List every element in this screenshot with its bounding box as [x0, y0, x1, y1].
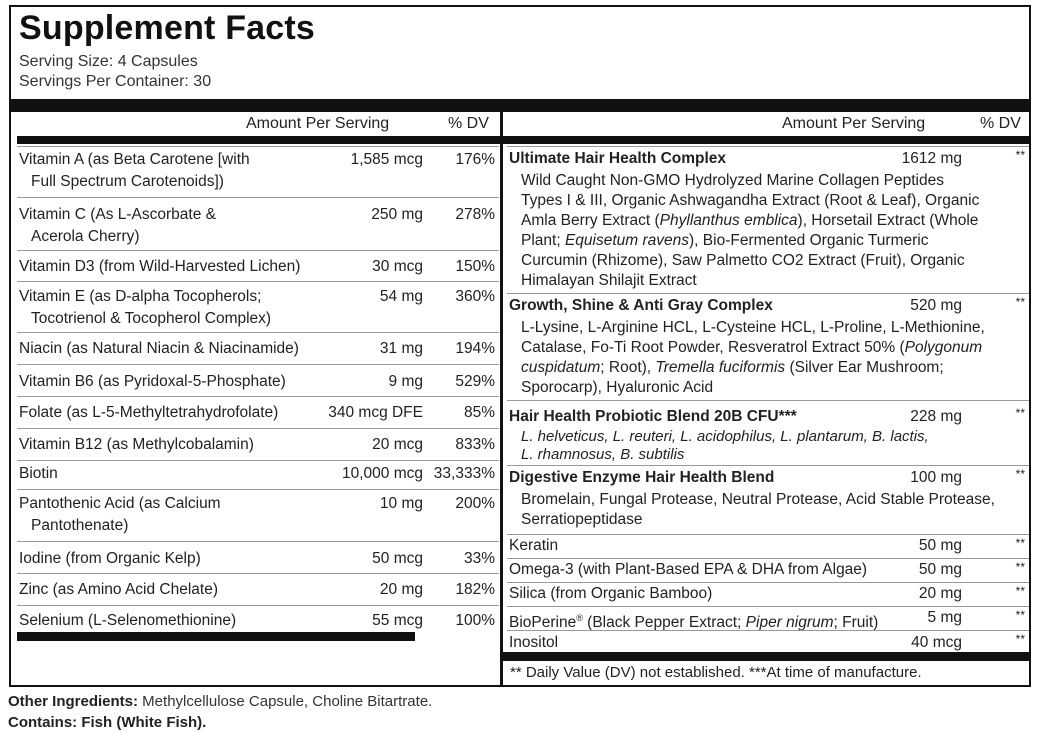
- blend-ingredients-line: Wild Caught Non-GMO Hydrolyzed Marine Collagen Peptides: [521, 172, 944, 189]
- nutrient-name: Vitamin A (as Beta Carotene [with: [19, 151, 250, 168]
- ingredient-name: Keratin: [509, 537, 559, 554]
- nutrient-name: Vitamin D3 (from Wild-Harvested Lichen): [19, 258, 301, 275]
- nutrient-row-zinc: [17, 573, 499, 605]
- nutrient-amount: 9 mg: [388, 373, 423, 390]
- blend-ingredients-line: Himalayan Shilajit Extract: [521, 272, 697, 289]
- ingredient-name: Omega-3 (with Plant-Based EPA & DHA from Algae): [509, 561, 868, 578]
- blend-name: Growth, Shine & Anti Gray Complex: [509, 297, 773, 314]
- ingredient-name: Inositol: [509, 634, 559, 651]
- blend-ingredients-line: L. helveticus, L. reuteri, L. acidophilus, L. plantarum, B. lactis,: [521, 428, 929, 445]
- right-amount-header: Amount Per Serving: [782, 115, 926, 132]
- blend-ingredients-line: cuspidatum; Root), Tremella fuciformis (Silver Ear Mushroom;: [521, 359, 944, 376]
- nutrient-amount: 20 mg: [379, 581, 423, 598]
- ingredient-amount: 5 mg: [927, 609, 962, 626]
- nutrient-amount: 50 mcg: [372, 550, 423, 567]
- nutrient-row-vitamin-c: [17, 197, 499, 250]
- nutrient-amount: 10 mg: [379, 495, 423, 512]
- ingredient-row-keratin: [507, 534, 1029, 558]
- blend-ingredients-line: Curcumin (Rhizome), Saw Palmetto CO2 Extract (Fruit), Organic: [521, 252, 965, 269]
- blend-hair-complex: [507, 146, 1029, 293]
- blend-growth-complex: [507, 293, 1029, 400]
- allergen-contains: Contains: Fish (White Fish).: [8, 714, 207, 731]
- ingredient-amount: 50 mg: [918, 537, 962, 554]
- nutrient-name: Folate (as L-5-Methyltetrahydrofolate): [19, 404, 279, 421]
- blend-digestive-enzyme: [507, 465, 1029, 534]
- right-header-rule: [503, 136, 1029, 144]
- serving-size: Serving Size: 4 Capsules: [19, 53, 198, 70]
- left-dv-header: % DV: [448, 115, 489, 132]
- ingredient-row-omega-3: [507, 558, 1029, 582]
- nutrient-amount: 1,585 mcg: [350, 151, 423, 168]
- supplement-facts-panel: [9, 5, 1031, 687]
- right-dv-header: % DV: [980, 115, 1021, 132]
- nutrient-row-niacin: [17, 332, 499, 364]
- nutrient-row-vitamin-d3: [17, 250, 499, 281]
- dv-not-established-mark: **: [1015, 560, 1025, 574]
- ingredient-amount: 40 mcg: [911, 634, 962, 651]
- nutrient-dv: 182%: [455, 581, 495, 598]
- nutrient-amount: 55 mcg: [372, 612, 423, 629]
- blend-amount: 100 mg: [910, 469, 962, 486]
- blend-probiotic: [507, 400, 1029, 465]
- dv-not-established-mark: **: [1015, 632, 1025, 646]
- nutrient-dv: 194%: [455, 340, 495, 357]
- dv-not-established-mark: **: [1015, 584, 1025, 598]
- blend-amount: 1612 mg: [901, 150, 962, 167]
- ingredient-row-bioperine: [507, 606, 1029, 630]
- right-bottom-rule: [503, 652, 1029, 661]
- blend-name: Digestive Enzyme Hair Health Blend: [509, 469, 775, 486]
- nutrient-name-cont: Pantothenate): [31, 517, 129, 534]
- nutrient-name-cont: Full Spectrum Carotenoids]): [31, 173, 224, 190]
- dv-not-established-mark: **: [1015, 406, 1025, 420]
- nutrient-name: Biotin: [19, 465, 58, 482]
- nutrient-row-folate: [17, 396, 499, 428]
- nutrient-amount: 10,000 mcg: [342, 465, 423, 482]
- nutrient-row-biotin: [17, 460, 499, 489]
- dv-not-established-mark: **: [1015, 536, 1025, 550]
- dv-not-established-mark: **: [1015, 148, 1025, 162]
- nutrient-name-cont: Tocotrienol & Tocopherol Complex): [31, 310, 272, 327]
- nutrient-row-vitamin-b12: [17, 428, 499, 460]
- blend-amount: 228 mg: [910, 408, 962, 425]
- nutrient-name: Iodine (from Organic Kelp): [19, 550, 201, 567]
- ingredient-amount: 20 mg: [918, 585, 962, 602]
- column-separator: [500, 112, 503, 687]
- blend-name: Hair Health Probiotic Blend 20B CFU***: [509, 408, 797, 425]
- nutrient-amount: 340 mcg DFE: [328, 404, 423, 421]
- blend-ingredients-line: L-Lysine, L-Arginine HCL, L-Cysteine HCL, L-Proline, L-Methionine,: [521, 319, 985, 336]
- nutrient-amount: 20 mcg: [372, 436, 423, 453]
- ingredient-name: BioPerine® (Black Pepper Extract; Piper nigrum; Fruit): [509, 613, 879, 632]
- nutrient-dv: 100%: [455, 612, 495, 629]
- nutrient-dv: 833%: [455, 436, 495, 453]
- nutrient-dv: 33%: [463, 550, 495, 567]
- nutrient-dv: 200%: [455, 495, 495, 512]
- blend-ingredients-line: Types I & III, Organic Ashwagandha Extract (Root & Leaf), Organic: [521, 192, 980, 209]
- blend-ingredients-line: L. rhamnosus, B. subtilis: [521, 446, 685, 463]
- servings-per-container: Servings Per Container: 30: [19, 73, 212, 90]
- other-ingredients: Other Ingredients: Methylcellulose Capsule, Choline Bitartrate.: [8, 693, 433, 710]
- nutrient-dv: 360%: [455, 288, 495, 305]
- nutrient-row-selenium: [17, 605, 499, 630]
- left-header-rule: [17, 136, 500, 144]
- nutrient-name: Vitamin B6 (as Pyridoxal-5-Phosphate): [19, 373, 286, 390]
- nutrient-name: Vitamin C (As L-Ascorbate &: [19, 206, 216, 223]
- nutrient-amount: 250 mg: [371, 206, 423, 223]
- nutrient-dv: 85%: [463, 404, 495, 421]
- nutrient-row-pantothenic-acid: [17, 489, 499, 541]
- nutrient-name: Niacin (as Natural Niacin & Niacinamide): [19, 340, 299, 357]
- dv-not-established-mark: **: [1015, 467, 1025, 481]
- nutrient-name: Vitamin B12 (as Methylcobalamin): [19, 436, 254, 453]
- nutrient-name-cont: Acerola Cherry): [31, 228, 140, 245]
- nutrient-amount: 30 mcg: [372, 258, 423, 275]
- nutrient-name: Vitamin E (as D-alpha Tocopherols;: [19, 288, 262, 305]
- ingredient-row-silica: [507, 582, 1029, 606]
- panel-title: Supplement Facts: [19, 9, 316, 47]
- blend-ingredients-line: Amla Berry Extract (Phyllanthus emblica), Horsetail Extract (Whole: [521, 212, 979, 229]
- blend-ingredients-line: Serratiopeptidase: [521, 511, 643, 528]
- dv-not-established-mark: **: [1015, 608, 1025, 622]
- blend-ingredients-line: Catalase, Fo-Ti Root Powder, Resveratrol Extract 50% (Polygonum: [521, 339, 983, 356]
- blend-name: Ultimate Hair Health Complex: [509, 150, 727, 167]
- header-divider: [11, 99, 1029, 112]
- left-bottom-rule: [17, 632, 415, 641]
- blend-ingredients-line: Bromelain, Fungal Protease, Neutral Protease, Acid Stable Protease,: [521, 491, 995, 508]
- dv-not-established-mark: **: [1015, 295, 1025, 309]
- nutrient-dv: 529%: [455, 373, 495, 390]
- left-amount-header: Amount Per Serving: [246, 115, 390, 132]
- nutrient-amount: 54 mg: [379, 288, 423, 305]
- nutrient-dv: 278%: [455, 206, 495, 223]
- ingredient-amount: 50 mg: [918, 561, 962, 578]
- blend-amount: 520 mg: [910, 297, 962, 314]
- nutrient-row-iodine: [17, 541, 499, 573]
- nutrient-row-vitamin-a: [17, 146, 499, 197]
- nutrient-row-vitamin-e: [17, 281, 499, 332]
- nutrient-dv: 150%: [455, 258, 495, 275]
- ingredient-name: Silica (from Organic Bamboo): [509, 585, 713, 602]
- nutrient-dv: 33,333%: [433, 465, 495, 482]
- blend-ingredients-line: Sporocarp), Hyaluronic Acid: [521, 379, 714, 396]
- footnote: ** Daily Value (DV) not established. ***At time of manufacture.: [510, 664, 922, 681]
- nutrient-dv: 176%: [455, 151, 495, 168]
- nutrient-amount: 31 mg: [379, 340, 423, 357]
- nutrient-name: Selenium (L-Selenomethionine): [19, 612, 237, 629]
- blend-ingredients-line: Plant; Equisetum ravens), Bio-Fermented Organic Turmeric: [521, 232, 929, 249]
- nutrient-name: Pantothenic Acid (as Calcium: [19, 495, 221, 512]
- nutrient-name: Zinc (as Amino Acid Chelate): [19, 581, 219, 598]
- nutrient-row-vitamin-b6: [17, 364, 499, 396]
